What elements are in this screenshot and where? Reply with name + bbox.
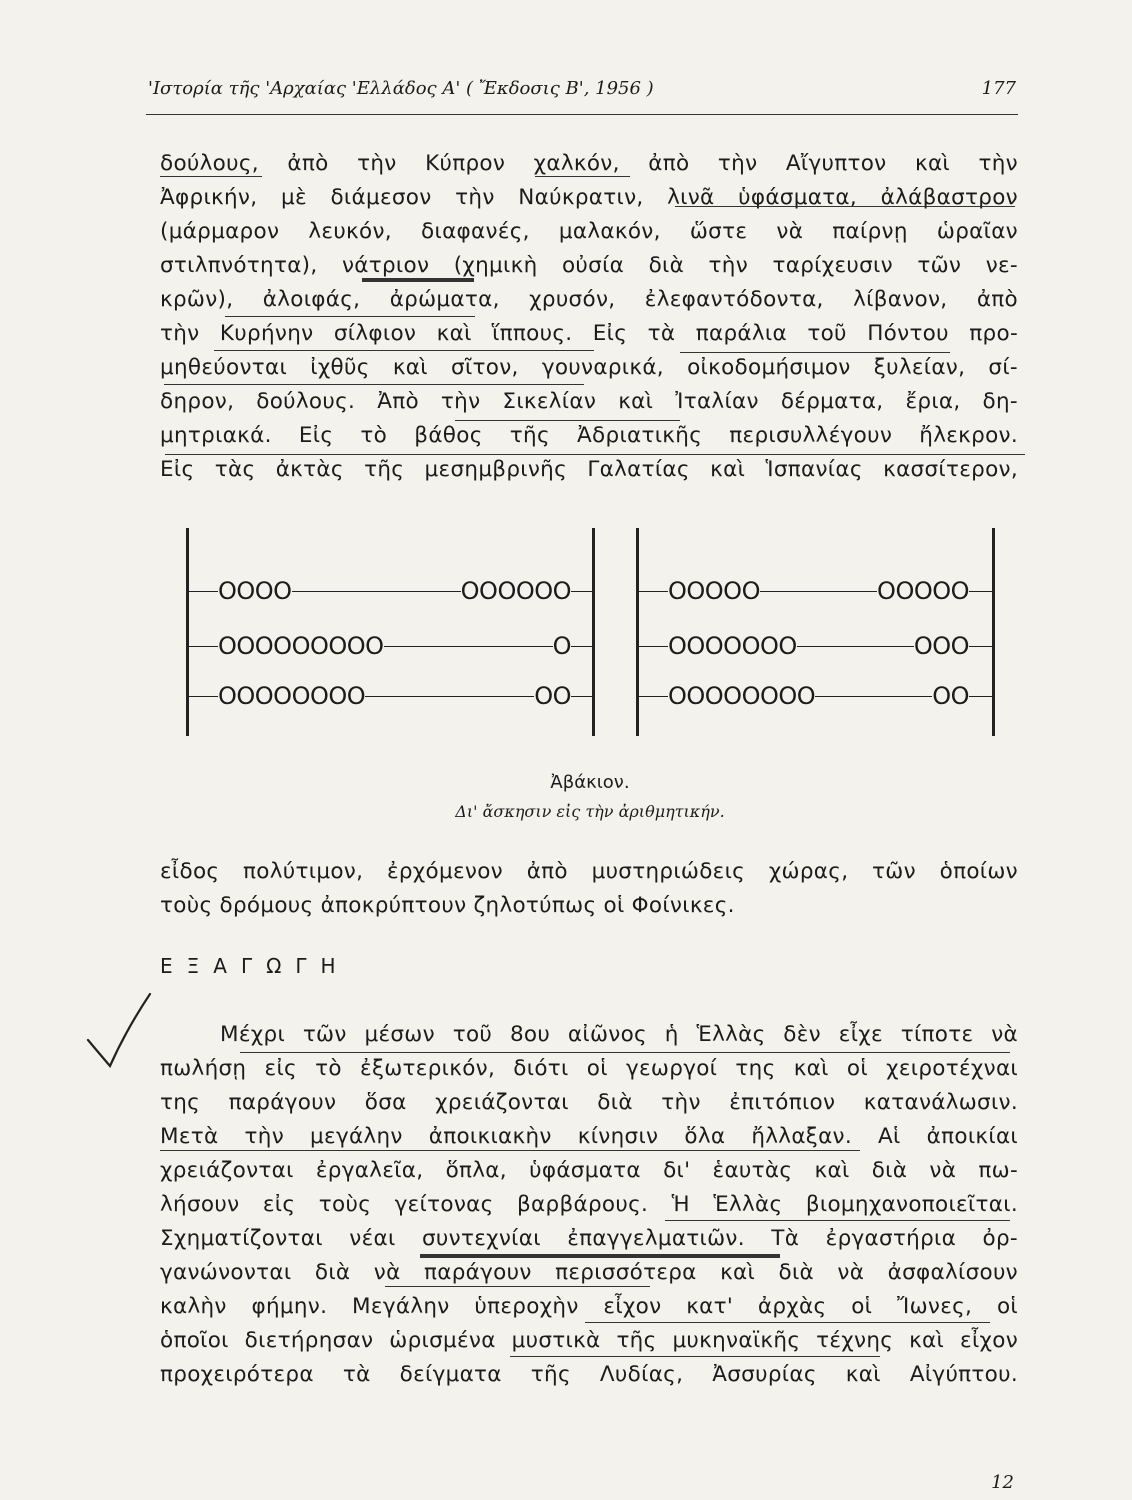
- text-line: γανώνονται διὰ νὰ παράγουν περισσότερα καὶ διὰ νὰ ἀσφαλίσουν: [160, 1260, 1018, 1285]
- text-line: λήσουν εἰς τοὺς γείτονας βαρβάρους. Ἡ Ἑλλὰς βιομηχανοποιεῖται.: [160, 1192, 1018, 1217]
- pencil-underline: [165, 454, 1025, 455]
- pencil-underline: [455, 420, 680, 421]
- handwritten-checkmark-icon: [84, 990, 154, 1080]
- abacus-beads: OOO: [913, 632, 969, 660]
- paragraph-export-section: [160, 1018, 1018, 1392]
- text-line: μηθεύονται ἰχθῦς καὶ σῖτον, γουναρικά, οἰκοδομήσιμον ξυλείαν, σί-: [160, 355, 1018, 380]
- pencil-underline: [160, 1150, 860, 1151]
- text-line: τὴν Κυρήνην σίλφιον καὶ ἵππους. Εἰς τὰ παράλια τοῦ Πόντου προ-: [160, 321, 1018, 346]
- text-line: χρειάζονται ἐργαλεῖα, ὅπλα, ὑφάσματα δι' ἑαυτὰς καὶ διὰ νὰ πω-: [160, 1158, 1018, 1183]
- pencil-underline: [665, 1220, 1010, 1221]
- abacus-beads: OOOOO: [668, 577, 760, 605]
- pencil-underline: [420, 1254, 780, 1258]
- pencil-underline: [675, 206, 1015, 207]
- abacus-rod: [188, 578, 593, 604]
- folio-number: 12: [991, 1472, 1014, 1493]
- abacus-beads: OOOOOOOO: [668, 682, 816, 710]
- text-line: Ἀφρικήν, μὲ διάμεσον τὴν Ναύκρατιν, λινᾶ ὑφάσματα, ἀλάβαστρον: [160, 185, 1018, 210]
- text-line: τοὺς δρόμους ἀποκρύπτουν ζηλοτύπως οἱ Φοίνικες.: [160, 893, 735, 918]
- abacus-beads: OOOOOOOO: [218, 682, 366, 710]
- section-heading: ΕΞΑΓΩΓΗ: [160, 954, 350, 978]
- text-line: Μέχρι τῶν μέσων τοῦ 8ου αἰῶνος ἡ Ἑλλὰς δὲν εἶχε τίποτε νὰ: [220, 1022, 1018, 1047]
- text-line: (μάρμαρον λευκόν, διαφανές, μαλακόν, ὥστε νὰ παίρνῃ ὡραῖαν: [160, 219, 1018, 244]
- text-line: Μετὰ τὴν μεγάλην ἀποικιακὴν κίνησιν ὅλα ἤλλαξαν. Αἱ ἀποικίαι: [160, 1124, 1018, 1149]
- abacus-beads: OO: [534, 682, 571, 710]
- running-header: [148, 78, 1016, 112]
- text-line: προχειρότερα τὰ δείγματα τῆς Λυδίας, Ἀσσυρίας καὶ Αἰγύπτου.: [160, 1362, 1018, 1387]
- text-line: δηρον, δούλους. Ἀπὸ τὴν Σικελίαν καὶ Ἰταλίαν δέρματα, ἔρια, δη-: [160, 389, 1018, 414]
- abacus-beads: OOOO: [218, 577, 292, 605]
- text-line: μητριακά. Εἰς τὸ βάθος τῆς Ἀδριατικῆς περισυλλέγουν ἤλεκρον.: [160, 423, 1018, 448]
- text-line: Σχηματίζονται νέαι συντεχνίαι ἐπαγγελματιῶν. Τὰ ἐργαστήρια ὀρ-: [160, 1226, 1018, 1251]
- abacus-rod: [638, 633, 993, 659]
- pencil-underline: [214, 350, 594, 351]
- abacus-rod: [638, 683, 993, 709]
- abacus-rod: [188, 683, 593, 709]
- text-line: της παράγουν ὅσα χρειάζονται διὰ τὴν ἐπιτόπιον κατανάλωσιν.: [160, 1090, 1018, 1115]
- pencil-underline: [385, 1286, 650, 1287]
- page-number: 177: [981, 78, 1016, 99]
- pencil-underline: [585, 1322, 990, 1323]
- abacus-rod: [638, 578, 993, 604]
- header-rule: [146, 114, 1018, 115]
- paragraph-exports: [160, 147, 1018, 487]
- pencil-underline: [225, 316, 475, 317]
- text-line: κρῶν), ἀλοιφάς, ἀρώματα, χρυσόν, ἐλεφαντόδοντα, λίβανον, ἀπὸ: [160, 287, 1018, 312]
- text-line: στιλπνότητα), νάτριον (χημικὴ οὐσία διὰ τὴν ταρίχευσιν τῶν νε-: [160, 253, 1018, 278]
- running-header-title: 'Ιστορία τῆς 'Αρχαίας 'Ελλάδος Α' ( Ἔκδοσις Β', 1956 ): [148, 78, 654, 99]
- pencil-underline: [362, 278, 474, 282]
- text-line: καλὴν φήμην. Μεγάλην ὑπεροχὴν εἶχον κατ' ἀρχὰς οἱ Ἴωνες, οἱ: [160, 1294, 1018, 1319]
- paragraph-continuation: [160, 855, 1018, 923]
- text-line: ὁποῖοι διετήρησαν ὡρισμένα μυστικὰ τῆς μυκηναϊκῆς τέχνης καὶ εἶχον: [160, 1328, 1018, 1353]
- abacus-figure-right: [632, 520, 1002, 745]
- pencil-underline: [680, 352, 950, 353]
- caption-subtitle: Δι' ἄσκησιν εἰς τὴν ἀριθμητικήν.: [455, 802, 725, 821]
- abacus-beads: OOOOOO: [460, 577, 571, 605]
- text-line: Εἰς τὰς ἀκτὰς τῆς μεσημβρινῆς Γαλατίας καὶ Ἱσπανίας κασσίτερον,: [160, 457, 1018, 482]
- text-line: εἶδος πολύτιμον, ἐρχόμενον ἀπὸ μυστηριώδεις χώρας, τῶν ὁποίων: [160, 859, 1018, 884]
- abacus-rod: [188, 633, 593, 659]
- pencil-underline: [535, 176, 630, 177]
- pencil-underline: [240, 1052, 1010, 1053]
- pencil-underline: [510, 1356, 880, 1357]
- abacus-beads: OO: [932, 682, 969, 710]
- pencil-underline: [164, 384, 584, 385]
- caption-title: Ἀβάκιον.: [550, 772, 630, 793]
- text-line: δούλους, ἀπὸ τὴν Κύπρον χαλκόν, ἀπὸ τὴν Αἴγυπτον καὶ τὴν: [160, 151, 1018, 176]
- abacus-beads: OOOOO: [877, 577, 969, 605]
- abacus-beads: OOOOOOO: [668, 632, 797, 660]
- abacus-figure-left: [182, 520, 602, 745]
- text-line: πωλήσῃ εἰς τὸ ἐξωτερικόν, διότι οἱ γεωργοί της καὶ οἱ χειροτέχναι: [160, 1056, 1018, 1081]
- abacus-beads: OOOOOOOOO: [218, 632, 384, 660]
- pencil-underline: [160, 176, 262, 177]
- abacus-beads: O: [552, 632, 571, 660]
